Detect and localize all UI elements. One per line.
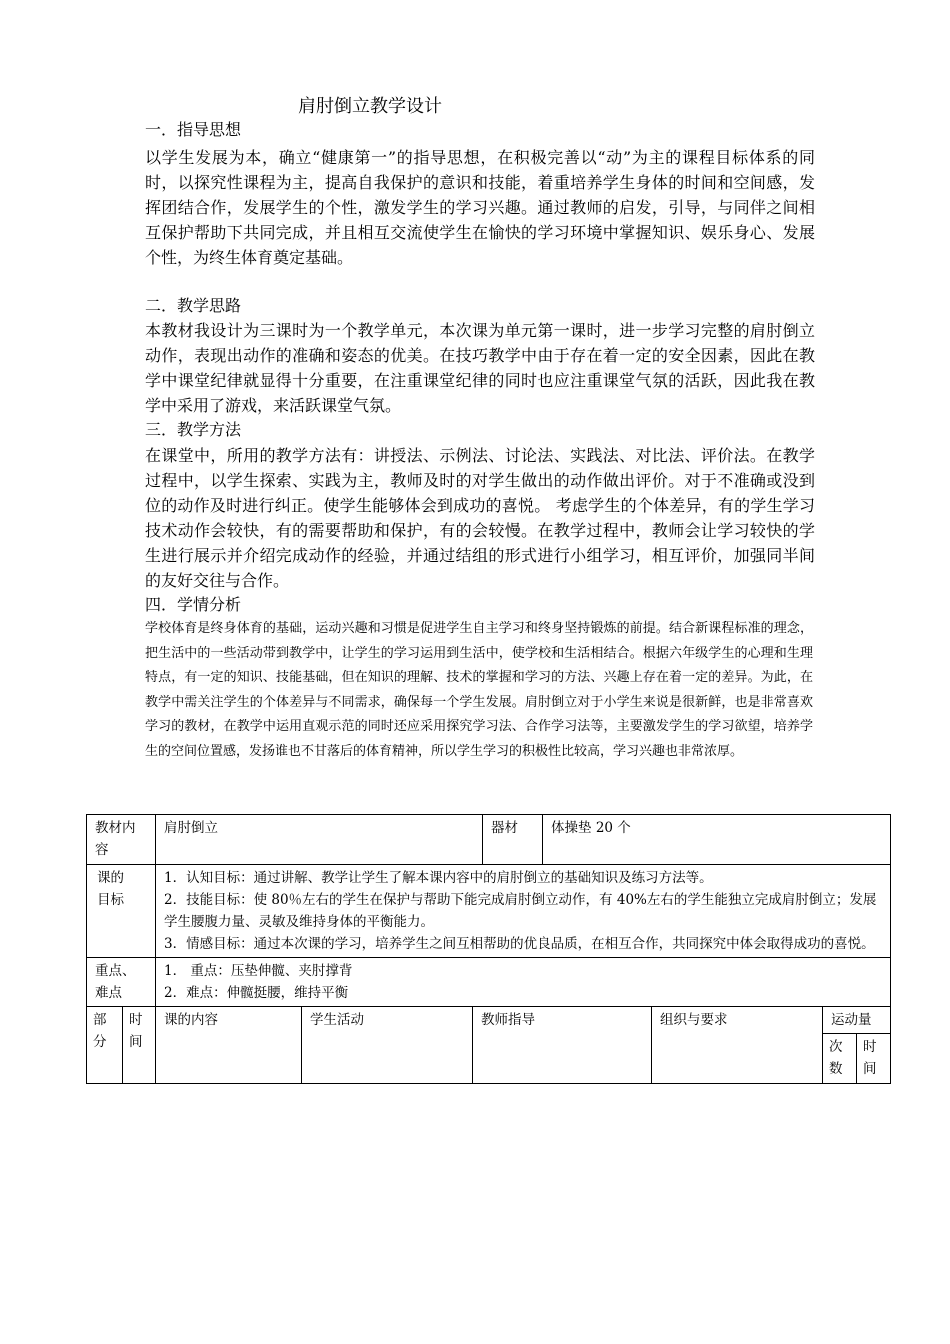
section-text-student-analysis: 学校体育是终身体育的基础，运动兴趣和习惯是促进学生自主学习和终身坚持锻炼的前提。结合新课程标准的理念，把生活中的一些活动带到教学中，让学生的学习运用到生活中，使学校和生活相结合。根据六年级学生的心理和生理特点，有一定的知识、技能基础，但在知识的理解、技术的掌握和学习的方法、兴趣上存在着一定的差异。为此，在教学中需关注学生的个体差异与不同需求，确保每一个学生发展。肩肘倒立对于小学生来说是很新鲜，也是非常喜欢学习的教材，在教学中运用直观示范的同时还应采用探究学习法、合作学习法等，主要激发学生的学习欲望，培养学生的空间位置感，发扬谁也不甘落后的体育精神，所以学生学习的积极性比较高，学习兴趣也非常浓厚。 — [145, 621, 813, 759]
section-heading-student-analysis: 四．学情分析 — [145, 595, 242, 614]
objectives-list — [156, 865, 891, 958]
column-header-part: 部分 — [87, 1007, 123, 1084]
section-text-teaching-method: 在课堂中，所用的教学方法有：讲授法、示例法、讨论法、实践法、对比法、评价法。在教学过程中，以学生探索、实践为主，教师及时的对学生做出的动作做出评价。对于不准确或没到位的动作及时进行纠正。使学生能够体会到成功的喜悦。 考虑学生的个体差异，有的学生学习技术动作会较快，有的需要帮助和保护，有的会较慢。在教学过程中，教师会让学习较快的学生进行展示并介绍完成动作的经验，并通过结组的形式进行小组学习，相互评价，加强同半间的友好交往与合作。 — [145, 446, 815, 590]
lesson-plan-table — [86, 814, 891, 1084]
section-text-teaching-idea: 本教材我设计为三课时为一个教学单元，本次课为单元第一课时，进一步学习完整的肩肘倒立动作，表现出动作的准确和姿态的优美。在技巧教学中由于存在着一定的安全因素，因此在教学中课堂纪律就显得十分重要，在注重课堂纪律的同时也应注重课堂气氛的活跃，因此我在教学中采用了游戏，来活跃课堂气氛。 — [145, 321, 815, 415]
column-header-count: 次数 — [823, 1034, 857, 1084]
key-points-list — [156, 958, 891, 1007]
objective-item: 1．认知目标：通过讲解、教学让学生了解本课内容中的肩肘倒立的基础知识及练习方法等。 — [164, 870, 713, 886]
column-header-duration: 时间 — [857, 1034, 891, 1084]
section-heading-guiding-thought: 一．指导思想 — [145, 120, 242, 139]
equipment-label: 器材 — [483, 815, 543, 865]
key-point-item: 2．难点：伸髋挺腰，维持平衡 — [164, 985, 349, 1001]
material-label: 教材内容 — [87, 815, 156, 865]
column-header-time: 时间 — [123, 1007, 156, 1084]
column-header-exercise-load: 运动量 — [823, 1007, 891, 1034]
column-header-organization: 组织与要求 — [652, 1007, 823, 1084]
equipment-value: 体操垫 20 个 — [543, 815, 891, 865]
column-header-student-activity: 学生活动 — [302, 1007, 473, 1084]
objective-item: 2．技能目标：使 80％左右的学生在保护与帮助下能完成肩肘倒立动作，有 40%左右的学生能独立完成肩肘倒立；发展学生腰腹力量、灵敏及维持身体的平衡能力。 — [164, 892, 877, 930]
document-title: 肩肘倒立教学设计 — [298, 96, 442, 117]
section-heading-teaching-idea: 二．教学思路 — [145, 296, 242, 315]
key-points-label: 重点、难点 — [87, 958, 156, 1007]
material-value: 肩肘倒立 — [156, 815, 483, 865]
column-header-content: 课的内容 — [156, 1007, 302, 1084]
section-text-guiding-thought: 以学生发展为本，确立“健康第一”的指导思想，在积极完善以“动”为主的课程目标体系的同时，以探究性课程为主，提高自我保护的意识和技能，着重培养学生身体的时间和空间感，发挥团结合作，发展学生的个性，激发学生的学习兴趣。通过教师的启发，引导，与同伴之间相互保护帮助下共同完成，并且相互交流使学生在愉快的学习环境中掌握知识、娱乐身心、发展个性，为终生体育奠定基础。 — [145, 148, 815, 267]
objective-item: 3．情感目标：通过本次课的学习，培养学生之间互相帮助的优良品质，在相互合作，共同探究中体会取得成功的喜悦。 — [164, 936, 875, 952]
key-point-item: 1． 重点：压垫伸髋、夹肘撑背 — [164, 963, 353, 979]
objectives-label: 课的目标 — [87, 865, 156, 958]
column-header-teacher-guidance: 教师指导 — [473, 1007, 652, 1084]
section-heading-teaching-method: 三．教学方法 — [145, 420, 242, 439]
